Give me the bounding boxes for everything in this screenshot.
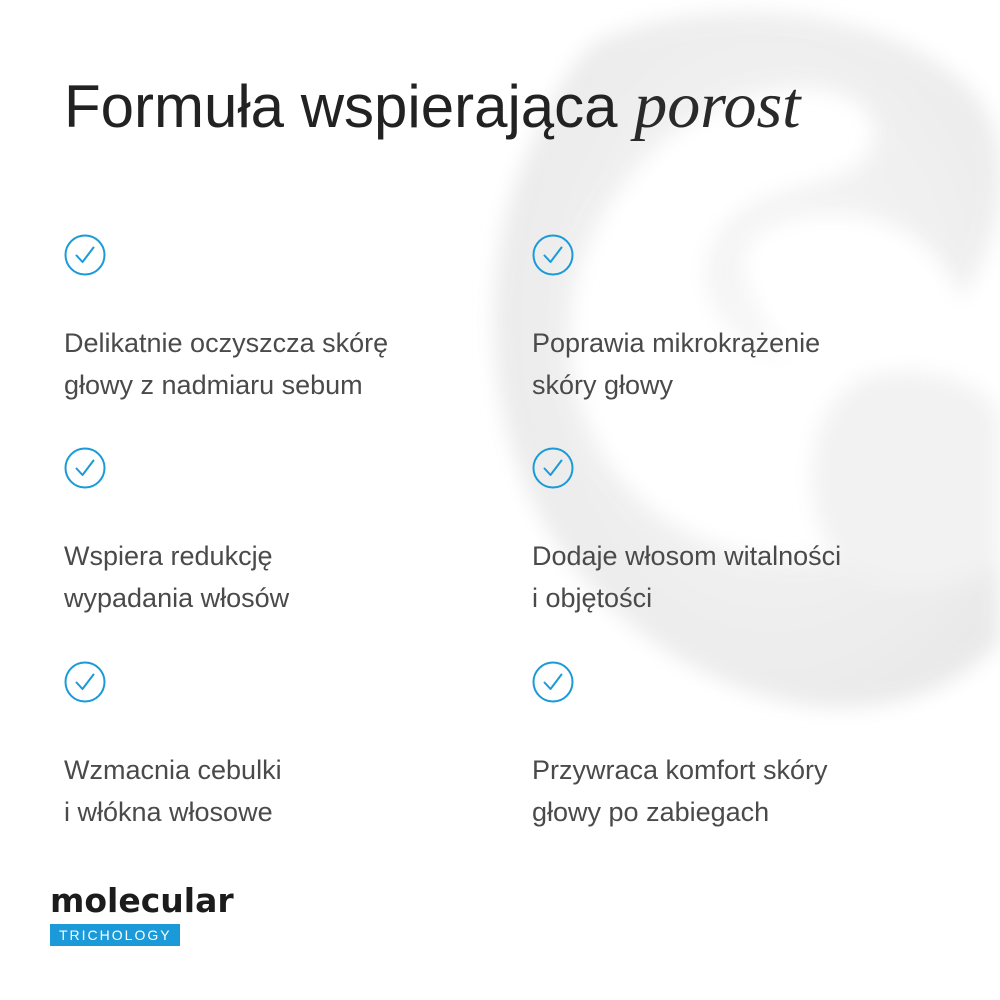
feature-text: Poprawia mikrokrążenie skóry głowy (532, 328, 821, 400)
feature-text: Delikatnie oczyszcza skórę głowy z nadmiaru sebum (64, 328, 389, 400)
feature-text: Przywraca komfort skóry głowy po zabiegach (532, 755, 828, 827)
check-circle-icon (532, 234, 574, 276)
check-circle-icon (532, 447, 574, 489)
feature-text: Wspiera redukcję wypadania włosów (64, 541, 290, 613)
feature-item (532, 661, 932, 833)
page-title (64, 66, 800, 147)
feature-item (64, 234, 464, 406)
feature-text: Wzmacnia cebulki i włókna włosowe (64, 755, 282, 827)
feature-item (532, 234, 932, 406)
title-accent-word: porost (634, 69, 801, 142)
feature-item (64, 661, 464, 833)
check-circle-icon (532, 661, 574, 703)
feature-text: Dodaje włosom witalności i objętości (532, 541, 842, 613)
feature-item (532, 447, 932, 619)
logo-tagline: TRICHOLOGY (50, 924, 180, 946)
logo-wordmark: molecular (50, 881, 234, 920)
check-circle-icon (64, 234, 106, 276)
check-circle-icon (64, 447, 106, 489)
check-circle-icon (64, 661, 106, 703)
brand-logo (50, 880, 234, 946)
title-main: Formuła wspierająca (64, 73, 635, 140)
feature-item (64, 447, 464, 619)
